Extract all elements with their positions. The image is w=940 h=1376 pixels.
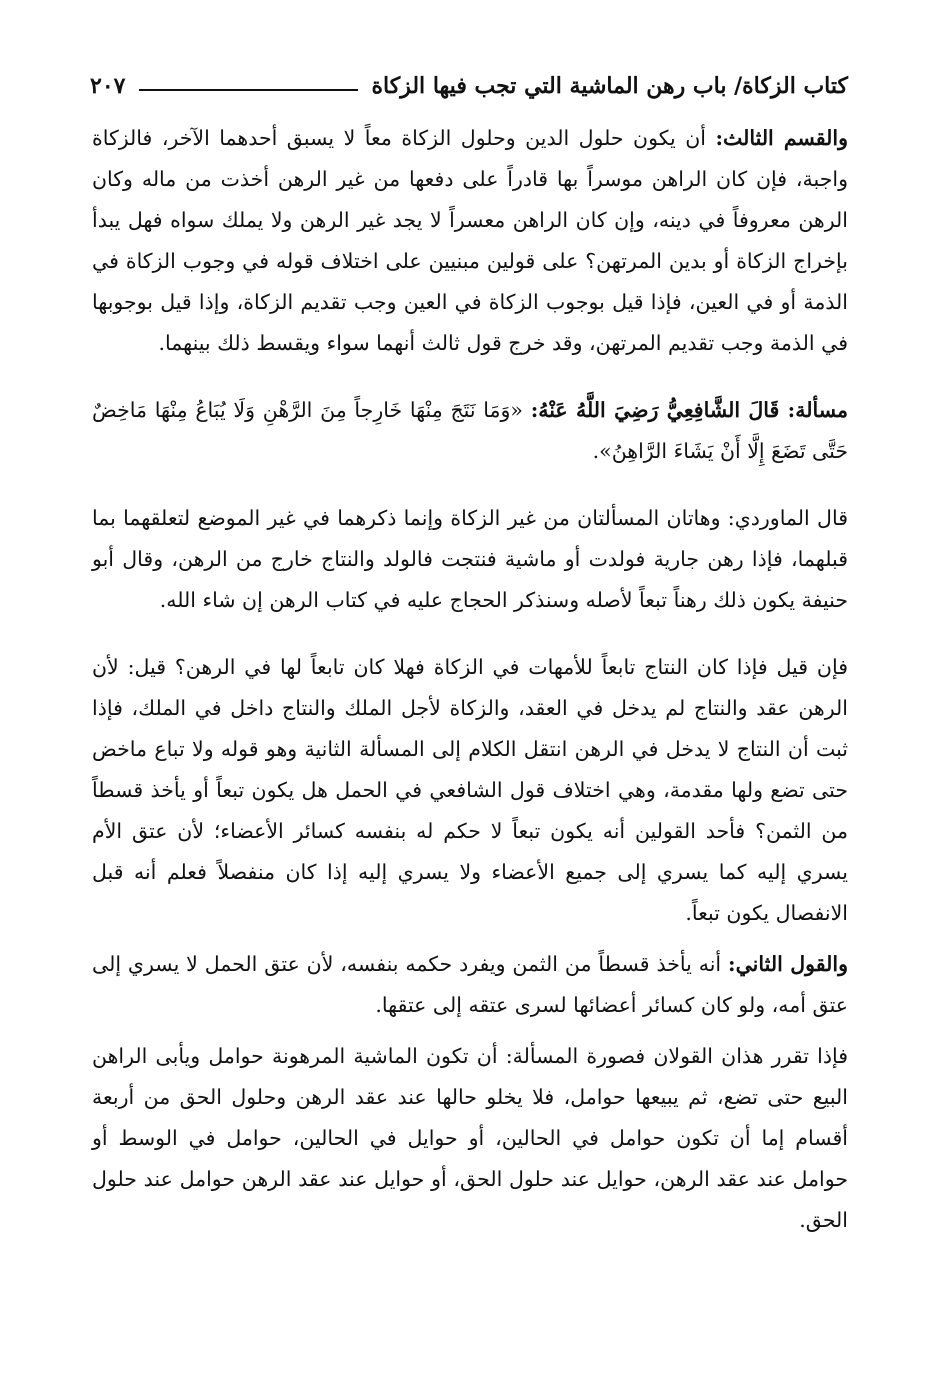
header-rule [139,89,357,91]
running-title: كتاب الزكاة/ باب رهن الماشية التي تجب فيها الزكاة [371,73,848,99]
paragraph-lead: والقسم الثالث: [715,126,848,150]
paragraph-text: فإذا تقرر هذان القولان فصورة المسألة: أن تكون الماشية المرهونة حوامل ويأبى الراهن البيع حتى تضع، ثم يبيعها حوامل، فلا يخلو حالها عند عقد الرهن وحلول الحق من أربعة أقسام إما أن تكون حوامل في الحالين، أو حوايل في الحالين، حوامل في الوسط أو حوامل عند عقد الرهن، حوايل عند حلول الحق، أو حوايل عند عقد الرهن حوامل عند حلول الحق. [92,1044,848,1232]
page-body [92,118,848,1316]
paragraph-lead: والقول الثاني: [728,952,848,976]
paragraph-text: فإن قيل فإذا كان النتاج تابعاً للأمهات في الزكاة فهلا كان تابعاً لها في الرهن؟ قيل: لأن الرهن عقد والنتاج لم يدخل في العقد، والزكاة لأجل الملك والنتاج داخل في الملك، فإذا ثبت أن النتاج لا يدخل في الرهن انتقل الكلام إلى المسألة الثانية وهو قوله ولا تباع ماخض حتى تضع ولها مقدمة، وهي اختلاف قول الشافعي في الحمل هل يكون تبعاً أو يأخذ قسطاً من الثمن؟ فأحد القولين أنه يكون تبعاً لا حكم له بنفسه كسائر الأعضاء؛ لأن عتق الأم يسري إليه كما يسري إلى جميع الأعضاء ولا يسري إليه إذا كان منفصلاً فعلم أنه قبل الانفصال يكون تبعاً. [92,655,848,925]
paragraph-text: أنه يأخذ قسطاً من الثمن ويفرد حكمه بنفسه، لأن عتق الحمل لا يسري إلى عتق أمه، ولو كان كسائر أعضائها لسرى عتقه إلى عتقها. [92,952,848,1017]
paragraph-text: قال الماوردي: وهاتان المسألتان من غير الزكاة وإنما ذكرهما في غير الموضع لتعلقهما بما قبلهما، فإذا رهن جارية فولدت أو ماشية فنتجت فالولد والنتاج خارج من الرهن، وقال أبو حنيفة يكون ذلك رهناً تبعاً لأصله وسنذكر الحجاج عليه في كتاب الرهن إن شاء الله. [92,506,848,612]
paragraph-text: أن يكون حلول الدين وحلول الزكاة معاً لا يسبق أحدهما الآخر، فالزكاة واجبة، فإن كان الراهن موسراً بها قادراً على دفعها من غير الرهن أخذت من ماله وكان الرهن معروفاً في دينه، وإن كان الراهن معسراً لا يجد غير الرهن ولا يملك سواه فهل يبدأ بإخراج الزكاة أو بدين المرتهن؟ على قولين مبنيين على اختلاف قوله في وجوب الزكاة في الذمة أو في العين، فإذا قيل بوجوب الزكاة في العين وجب تقديم الزكاة، وإذا قيل بوجوبها في الذمة وجب تقديم المرتهن، وقد خرج قول ثالث أنهما سواء ويقسط ذلك بينهما. [92,126,848,355]
paragraph-masala [92,390,848,472]
page-number: ٢٠٧ [90,73,126,99]
paragraph-second-opinion [92,944,848,1026]
paragraph-objection [92,647,848,934]
page-header [90,66,848,106]
paragraph-mawardi [92,498,848,621]
paragraph-lead: مسألة: قَالَ الشَّافِعِيُّ رَضِيَ اللَّهُ عَنْهُ: [530,398,848,422]
paragraph-quote: «وَمَا نَتَجَ مِنْهَا خَارِجاً مِنَ الرَّهْنِ وَلَا يُبَاعُ مِنْهَا مَاخِضٌ حَتَّى تَضَعَ إِلَّا أَنْ يَشَاءَ الرَّاهِنُ». [92,398,848,463]
paragraph-third-section [92,118,848,364]
paragraph-case [92,1036,848,1241]
